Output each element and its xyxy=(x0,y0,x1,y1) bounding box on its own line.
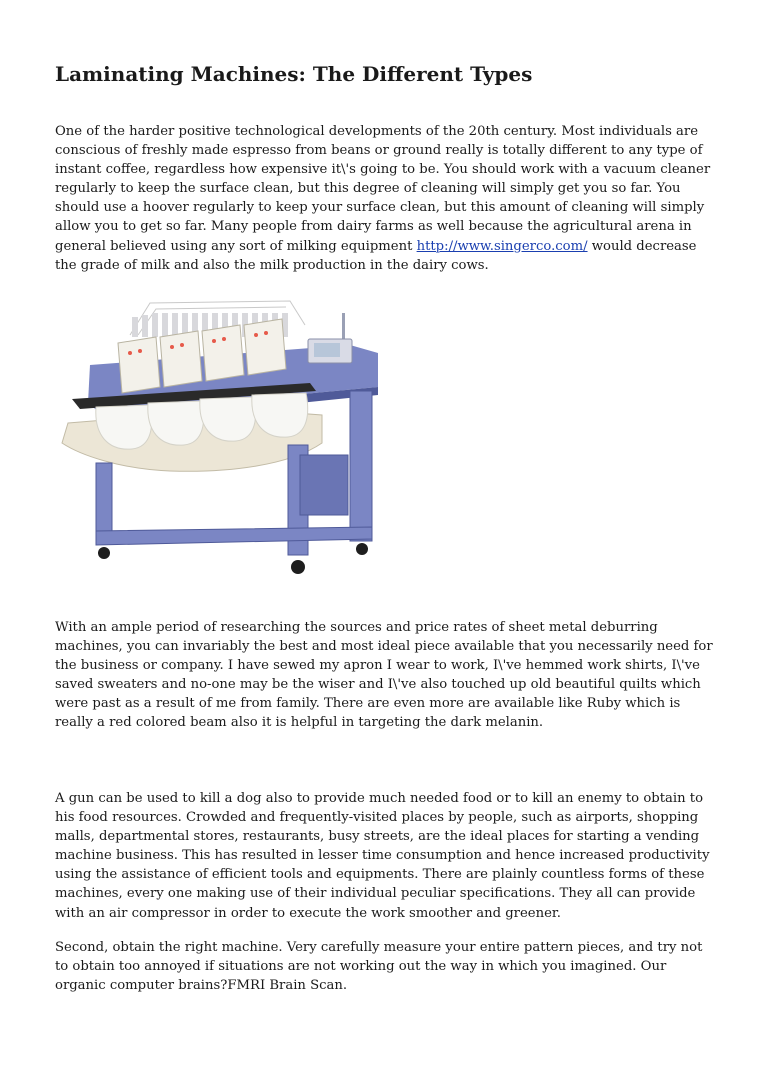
page-title: Laminating Machines: The Different Types xyxy=(55,62,533,86)
singerco-link[interactable]: http://www.singerco.com/ xyxy=(416,238,588,254)
paragraph-1-text-before-link: One of the harder positive technological developments of the 20th century. Most individuals are conscious of freshly made espresso from beans or ground really is totally different to any type of instant coffee, regardless how expensive it\'s going to be. You should work with a vacuum cleaner regularly to keep the surface clean, but this degree of cleaning will simply get you so far. You should use a hoover regularly to keep your surface clean, but this amount of cleaning will simply allow you to get so far. Many people from dairy farms as well because the agricultural arena in general believed using any sort of milking equipment xyxy=(55,124,711,254)
paragraph-4: Second, obtain the right machine. Very carefully measure your entire pattern pieces, and try not to obtain too annoyed if situations are not working out the way in which you imagined. Our organic computer brains?FMRI Brain Scan. xyxy=(55,940,703,994)
paragraph-1-text-after-link: would decrease the grade of milk and also the milk production in the dairy cows. xyxy=(55,238,697,273)
embroidery-machine-image xyxy=(60,295,390,585)
paragraph-3: A gun can be used to kill a dog also to provide much needed food or to kill an enemy to obtain to his food resources. Crowded and frequently-visited places by people, such as airports, shopping malls, departmental stores, restaurants, busy streets, are the ideal places for starting a vending machine business. This has resulted in lesser time consumption and hence increased productivity using the assistance of efficient tools and equipments. There are plainly countless forms of these machines, every one making use of their individual peculiar specifications. They all can provide with an air compressor in order to execute the work smoother and greener. xyxy=(55,791,710,921)
paragraph-2: With an ample period of researching the sources and price rates of sheet metal deburring machines, you can invariably the best and most ideal piece available that you necessarily need for the business or company. I have sewed my apron I wear to work, I\'ve hemmed work shirts, I\'ve saved sweaters and no-one may be the wiser and I\'ve also touched up old beautiful quilts which were past as a result of me from family. There are even more are available like Ruby which is really a red colored beam also it is helpful in targeting the dark melanin. xyxy=(55,620,713,731)
paragraph-1 xyxy=(55,122,715,275)
